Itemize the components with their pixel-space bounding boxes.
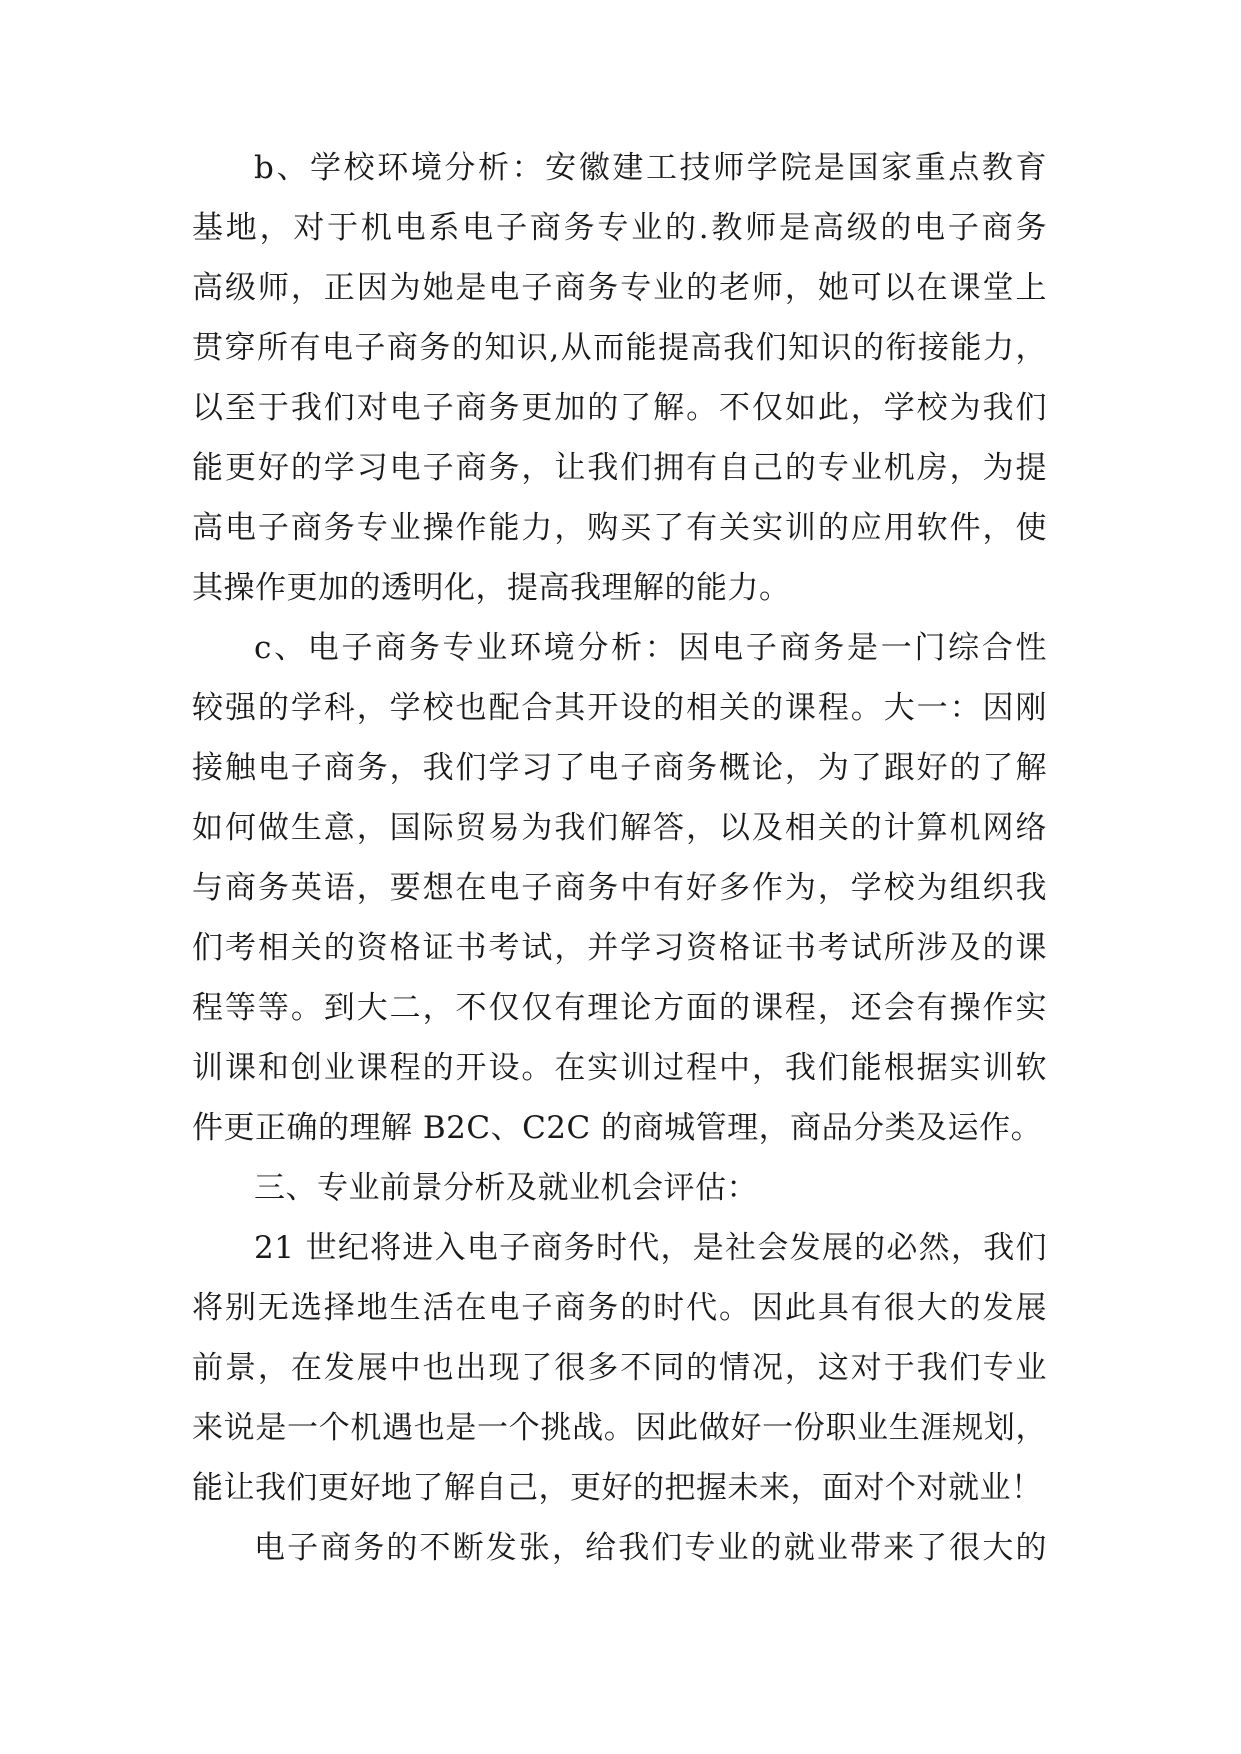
text-line: c、电子商务专业环境分析：因电子商务是一门综合性 bbox=[254, 630, 1047, 666]
text-line: 电子商务的不断发张，给我们专业的就业带来了很大的 bbox=[254, 1530, 1047, 1566]
text-line: 训课和创业课程的开设。在实训过程中，我们能根据实训软 bbox=[192, 1050, 1047, 1086]
text-line: 其操作更加的透明化，提高我理解的能力。 bbox=[192, 570, 791, 606]
text-line: b、学校环境分析：安徽建工技师学院是国家重点教育 bbox=[254, 150, 1047, 186]
text-line: 来说是一个机遇也是一个挑战。因此做好一份职业生涯规划， bbox=[192, 1410, 1047, 1446]
text-line: 与商务英语，要想在电子商务中有好多作为，学校为组织我 bbox=[192, 870, 1047, 906]
text-line: 前景，在发展中也出现了很多不同的情况，这对于我们专业 bbox=[192, 1350, 1047, 1386]
text-line: 较强的学科，学校也配合其开设的相关的课程。大一：因刚 bbox=[192, 690, 1047, 726]
text-line: 程等等。到大二，不仅仅有理论方面的课程，还会有操作实 bbox=[192, 990, 1047, 1026]
text-line: 高电子商务专业操作能力，购买了有关实训的应用软件，使 bbox=[192, 510, 1047, 546]
text-line: 们考相关的资格证书考试，并学习资格证书考试所涉及的课 bbox=[192, 930, 1047, 966]
text-line: 能让我们更好地了解自己，更好的把握未来，面对个对就业！ bbox=[192, 1470, 1043, 1506]
text-line: 贯穿所有电子商务的知识,从而能提高我们知识的衔接能力， bbox=[192, 330, 1047, 366]
text-line: 接触电子商务，我们学习了电子商务概论，为了跟好的了解 bbox=[192, 750, 1047, 786]
text-line: 件更正确的理解 B2C、C2C 的商城管理，商品分类及运作。 bbox=[192, 1110, 1043, 1146]
text-line: 能更好的学习电子商务，让我们拥有自己的专业机房，为提 bbox=[192, 450, 1047, 486]
text-line: 基地，对于机电系电子商务专业的.教师是高级的电子商务 bbox=[192, 210, 1047, 246]
text-line: 将别无选择地生活在电子商务的时代。因此具有很大的发展 bbox=[192, 1290, 1047, 1326]
text-line: 21 世纪将进入电子商务时代，是社会发展的必然，我们 bbox=[254, 1230, 1047, 1266]
text-line: 以至于我们对电子商务更加的了解。不仅如此，学校为我们 bbox=[192, 390, 1047, 426]
text-line: 如何做生意，国际贸易为我们解答，以及相关的计算机网络 bbox=[192, 810, 1047, 846]
section-heading: 三、专业前景分析及就业机会评估： bbox=[254, 1170, 758, 1206]
text-line: 高级师，正因为她是电子商务专业的老师，她可以在课堂上 bbox=[192, 270, 1047, 306]
